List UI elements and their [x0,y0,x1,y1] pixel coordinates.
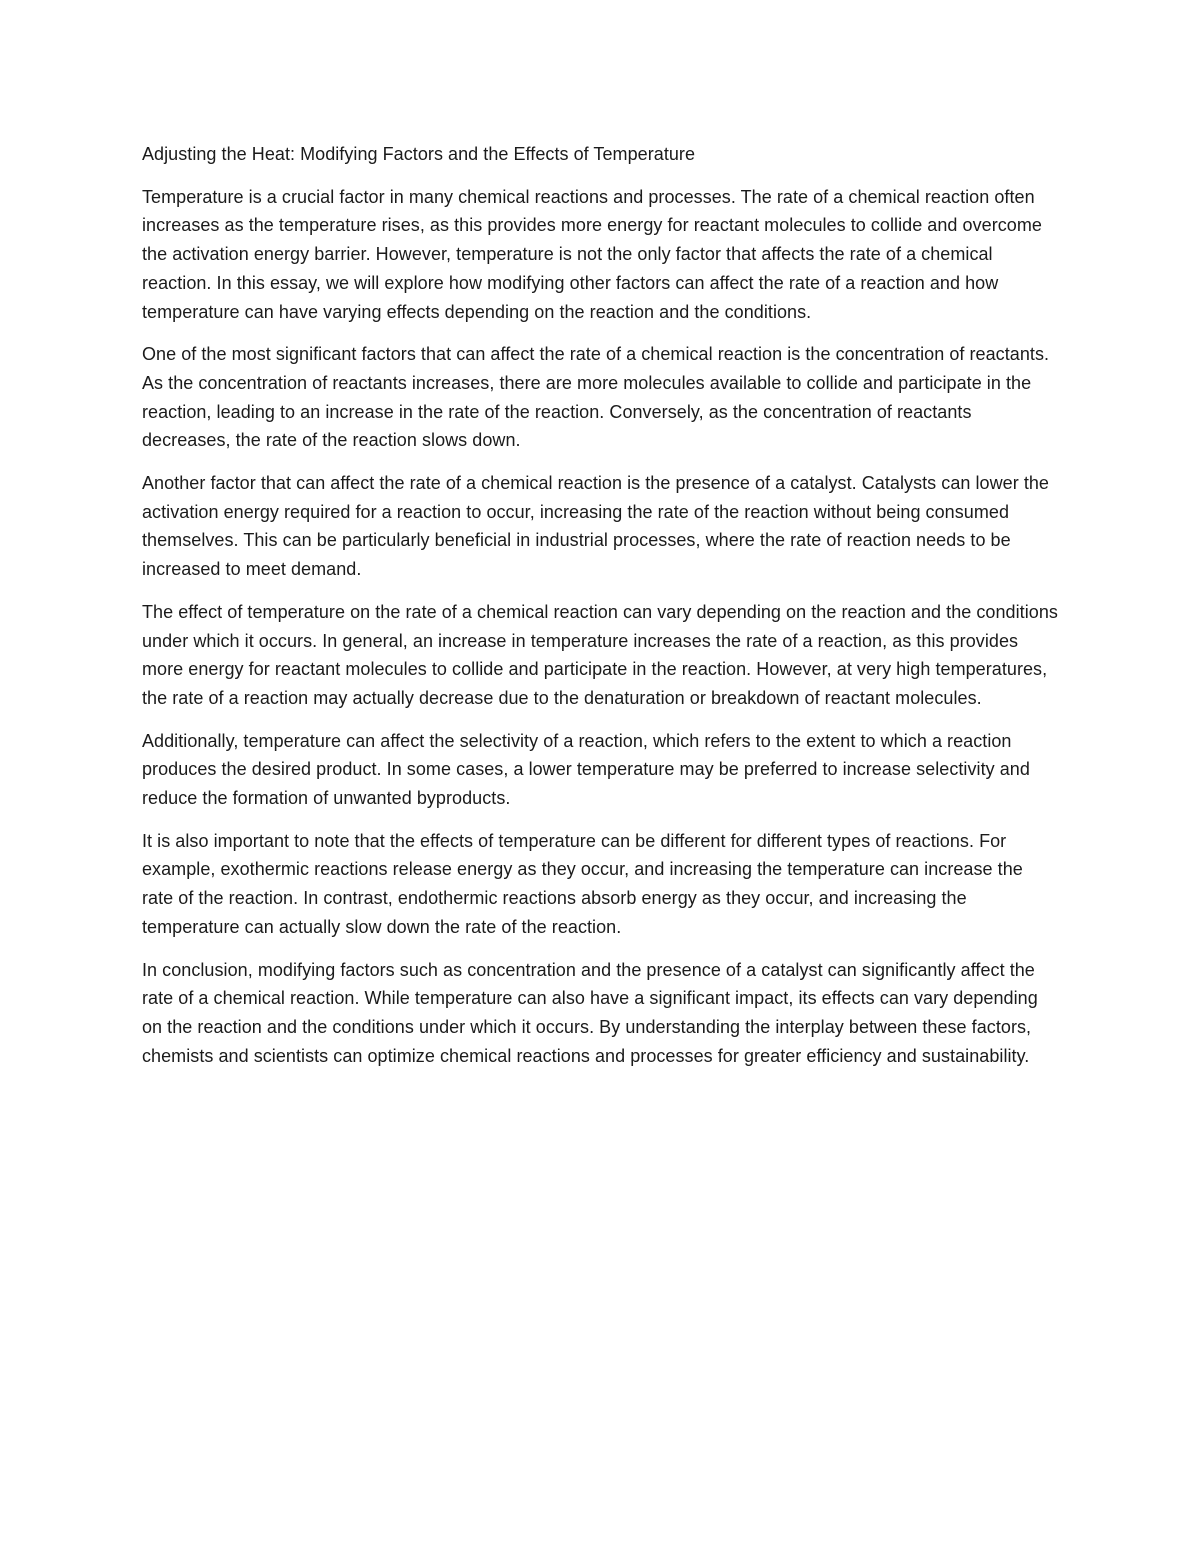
paragraph-conclusion: In conclusion, modifying factors such as concentration and the presence of a catalyst can significantly affect the rate of a chemical reaction. While temperature can also have a significant impact, its effects can vary depending on the reaction and the conditions under which it occurs. By understanding the interplay between these factors, chemists and scientists can optimize chemical reactions and processes for greater efficiency and sustainability. [142,959,1038,1066]
paragraph-introduction: Temperature is a crucial factor in many chemical reactions and processes. The rate of a chemical reaction often increases as the temperature rises, as this provides more energy for reactant molecules to collide and overcome the activation energy barrier. However, temperature is not the only factor that affects the rate of a chemical reaction. In this essay, we will explore how modifying other factors can affect the rate of a reaction and how temperature can have varying effects depending on the reaction and the conditions. [142,186,1042,322]
paragraph-catalyst: Another factor that can affect the rate of a chemical reaction is the presence of a catalyst. Catalysts can lower the activation energy required for a reaction to occur, increasing the rate of the reaction without being consumed themselves. This can be particularly beneficial in industrial processes, where the rate of reaction needs to be increased to meet demand. [142,473,1049,580]
paragraph-temperature-effect: The effect of temperature on the rate of a chemical reaction can vary depending on the reaction and the conditions under which it occurs. In general, an increase in temperature increases the rate of a reaction, as this provides more energy for reactant molecules to collide and participate in the reaction. However, at very high temperatures, the rate of a reaction may actually decrease due to the denaturation or breakdown of reactant molecules. [142,601,1058,708]
paragraph-concentration: One of the most significant factors that can affect the rate of a chemical reaction is the concentration of reactants. As the concentration of reactants increases, there are more molecules available to collide and participate in the reaction, leading to an increase in the rate of the reaction. Conversely, as the concentration of reactants decreases, the rate of the reaction slows down. [142,344,1050,451]
document-title: Adjusting the Heat: Modifying Factors and the Effects of Temperature [142,144,696,164]
paragraph-reaction-types: It is also important to note that the effects of temperature can be different for different types of reactions. For example, exothermic reactions release energy as they occur, and increasing the temperature can increase the rate of the reaction. In contrast, endothermic reactions absorb energy as they occur, and increasing the temperature can actually slow down the rate of the reaction. [142,830,1023,937]
document-body [142,140,1058,1084]
paragraph-selectivity: Additionally, temperature can affect the selectivity of a reaction, which refers to the extent to which a reaction produces the desired product. In some cases, a lower temperature may be preferred to increase selectivity and reduce the formation of unwanted byproducts. [142,730,1030,809]
